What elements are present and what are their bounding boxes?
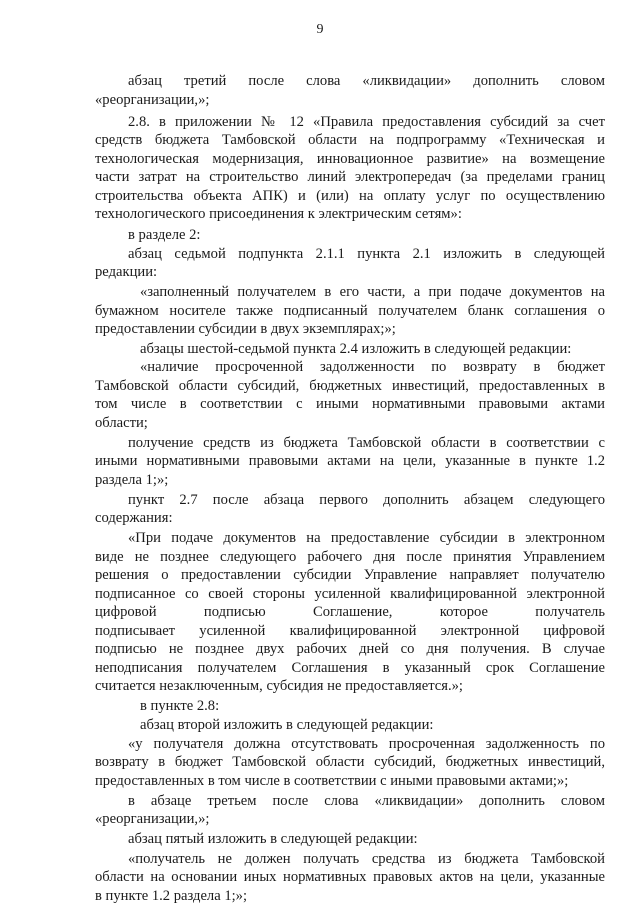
text-line: в разделе 2: <box>128 227 201 243</box>
text-line: 2.8. в приложении № 12 «Правила предоставления субсидий за счет <box>128 114 605 130</box>
text-line: технологическая модернизация, инновационное развитие» на возмещение <box>95 151 605 167</box>
text-line: абзацы шестой-седьмой пункта 2.4 изложить в следующей редакции: <box>140 341 572 357</box>
text-line: «реорганизации,»; <box>95 92 210 108</box>
text-line: «При подаче документов на предоставление субсидии в электронном <box>128 530 605 546</box>
text-line: редакции: <box>95 264 158 280</box>
text-line: бумажном носителе также подписанный получателем бланк соглашения о <box>95 303 605 319</box>
text-line: предоставлении субсидии в двух экземплярах;»; <box>95 321 396 337</box>
text-line: части затрат на строительство линий электропередач (за пределами границ <box>95 169 605 185</box>
text-line: раздела 1;»; <box>95 472 169 488</box>
text-line: возврату в бюджет Тамбовской области субсидий, бюджетных инвестиций, <box>95 754 605 770</box>
text-line: в абзаце третьем после слова «ликвидации» дополнить словом <box>128 793 605 809</box>
text-line: подписывает усиленной квалифицированной электронной цифровой <box>95 623 605 639</box>
text-line: подписью не позднее двух рабочих дней со дня получения. В случае <box>95 641 605 657</box>
text-line: предоставленных в том числе в соответствии с иными правовыми актами;»; <box>95 773 569 789</box>
text-line: пункт 2.7 после абзаца первого дополнить абзацем следующего <box>128 492 605 508</box>
text-line: области на основании иных нормативных правовых актов на цели, указанные <box>95 869 605 885</box>
text-line: абзац пятый изложить в следующей редакции: <box>128 831 418 847</box>
text-line: строительства объекта АПК) и (или) на оплату услуг по осуществлению <box>95 188 605 204</box>
text-line: абзац третий после слова «ликвидации» дополнить словом <box>128 73 605 89</box>
text-line: абзац второй изложить в следующей редакции: <box>140 717 434 733</box>
text-line: в пункте 1.2 раздела 1;»; <box>95 888 248 904</box>
text-line: том числе в соответствии с иными нормативными правовыми актами <box>95 396 605 412</box>
text-line: иными нормативными правовыми актами на цели, указанные в пункте 1.2 <box>95 453 605 469</box>
text-line: «у получателя должна отсутствовать просроченная задолженность по <box>128 736 605 752</box>
text-line: «реорганизации,»; <box>95 811 210 827</box>
text-line: технологического присоединения к электрическим сетям»: <box>95 206 462 222</box>
text-line: средств бюджета Тамбовской области на подпрограмму «Техническая и <box>95 132 605 148</box>
text-line: решения о предоставлении субсидии Управление направляет получателю <box>95 567 605 583</box>
text-line: «заполненный получателем в его части, а при подаче документов на <box>140 284 605 300</box>
text-line: в пункте 2.8: <box>140 698 220 714</box>
text-line: получение средств из бюджета Тамбовской области в соответствии с <box>128 435 605 451</box>
text-line: абзац седьмой подпункта 2.1.1 пункта 2.1 изложить в следующей <box>128 246 605 262</box>
text-line: Тамбовской области субсидий, бюджетных инвестиций, предоставленных в <box>95 378 605 394</box>
text-line: подписанное со своей стороны усиленной квалифицированной электронной <box>95 586 605 602</box>
text-line: содержания: <box>95 510 173 526</box>
page-number: 9 <box>316 22 324 37</box>
text-line: «наличие просроченной задолженности по возврату в бюджет <box>140 359 605 375</box>
text-line: цифровой подписью Соглашение, которое получатель <box>95 604 605 620</box>
text-line: области; <box>95 415 148 431</box>
text-line: неподписания получателем Соглашения в указанный срок Соглашение <box>95 660 605 676</box>
text-line: считается незаключенным, субсидия не предоставляется.»; <box>95 678 463 694</box>
text-line: виде не позднее следующего рабочего дня после принятия Управлением <box>95 549 605 565</box>
text-line: «получатель не должен получать средства из бюджета Тамбовской <box>128 851 605 867</box>
